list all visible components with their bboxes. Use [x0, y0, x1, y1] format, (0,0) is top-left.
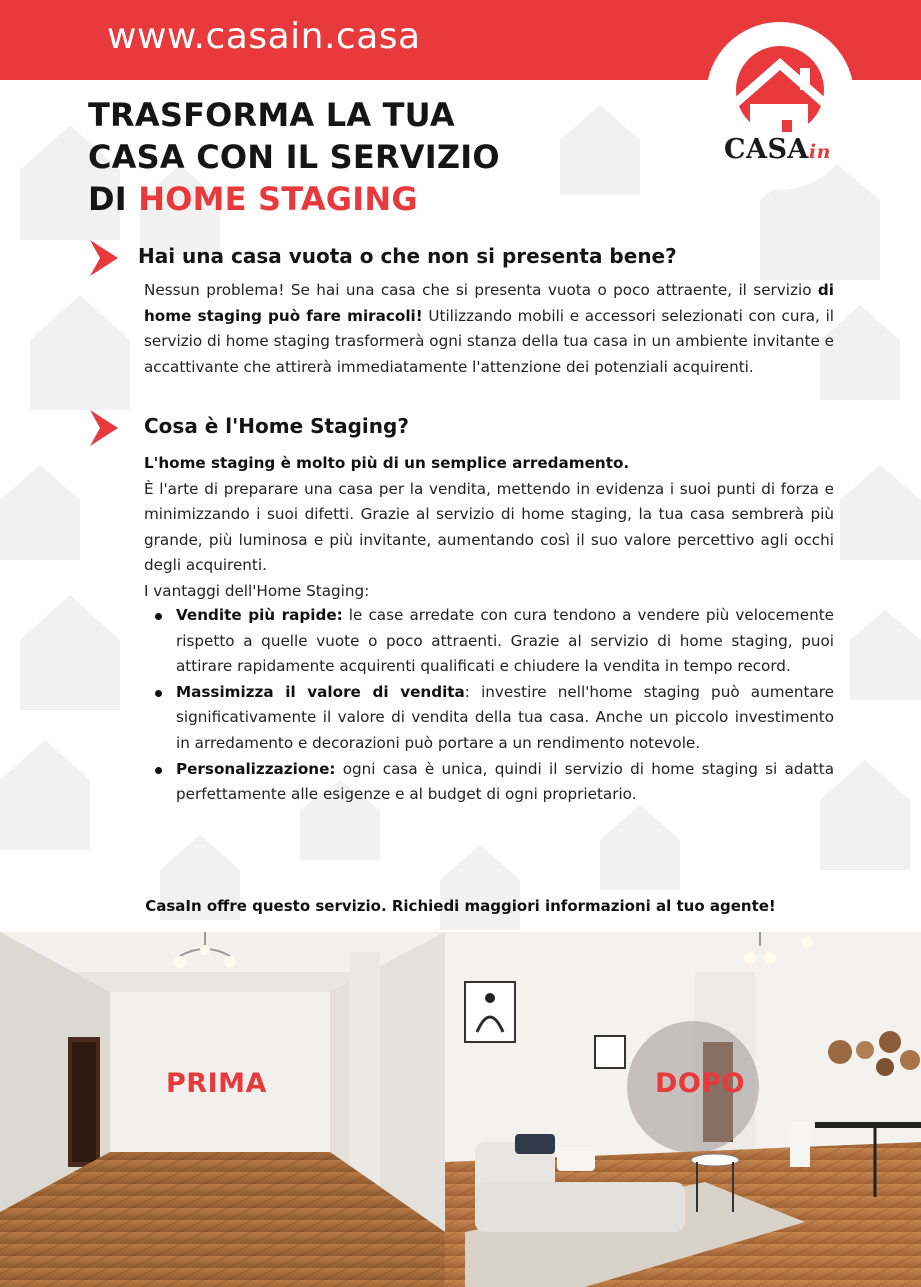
- list-item: [152, 680, 834, 757]
- call-to-action: CasaIn offre questo servizio. Richiedi maggiori informazioni al tuo agente!: [145, 897, 776, 915]
- list-item: [152, 603, 834, 680]
- after-label: DOPO: [655, 1068, 746, 1099]
- benefit-text: ogni casa è unica, quindi il servizio di home staging si adatta perfettamente alle esigenze e al budget di ogni proprietario.: [176, 759, 834, 804]
- casain-logo-icon: [722, 44, 838, 140]
- section-arrow-icon: [88, 238, 120, 278]
- section-1-text: [144, 278, 834, 380]
- section-1-title: Hai una casa vuota o che non si presenta bene?: [138, 244, 677, 268]
- section-1-text-b: Utilizzando mobili e accessori selezionati con cura, il servizio di home staging trasformerà ogni stanza della tua casa in un ambiente invitante e accattivante che attirerà immediatamente l'attenzione dei potenziali acquirenti.: [144, 306, 835, 376]
- section-1-text-bold: di home staging può fare miracoli!: [144, 281, 834, 325]
- section-2-lead: [144, 451, 834, 477]
- headline-line-3-prefix: DI: [88, 180, 139, 218]
- benefit-text: : investire nell'home staging può aumentare significativamente il valore di vendita della tua casa. Anche un piccolo investimento in arredamento e decorazioni può portare a un rendimento notevole.: [176, 682, 834, 752]
- logo-wordmark: [724, 134, 831, 165]
- after-photo: [445, 932, 921, 1287]
- empty-room-image: [0, 932, 445, 1287]
- headline-line-3: [88, 178, 500, 220]
- headline-highlight: HOME STAGING: [138, 180, 418, 218]
- before-label: PRIMA: [166, 1068, 267, 1099]
- benefits-intro: I vantaggi dell'Home Staging:: [144, 581, 370, 600]
- benefit-title: Massimizza il valore di vendita: [176, 682, 465, 701]
- headline-line-2: CASA CON IL SERVIZIO: [88, 138, 500, 176]
- benefit-title: Vendite più rapide:: [176, 606, 343, 624]
- section-2-body: È l'arte di preparare una casa per la vendita, mettendo in evidenza i suoi punti di forza e minimizzando i suoi difetti. Grazie al servizio di home staging, la tua casa sembrerà più grande, più luminosa e più invitante, aumentando così il suo valore percettivo agli occhi degli acquirenti.: [144, 479, 834, 575]
- section-2-title: Cosa è l'Home Staging?: [144, 414, 409, 438]
- section-2-text: [144, 451, 834, 605]
- benefit-text: le case arredate con cura tendono a vendere più velocemente rispetto a quelle vuote o poco attraenti. Grazie al servizio di home staging, puoi attirare rapidamente acquirenti qualificati e chiudere la vendita in tempo record.: [176, 606, 834, 676]
- page-headline: [88, 94, 500, 220]
- list-item: [152, 757, 834, 808]
- before-photo: [0, 932, 445, 1287]
- staged-room-image: [445, 932, 921, 1287]
- benefits-list: [152, 603, 834, 808]
- section-2-lead-bold: L'home staging è molto più di un semplice arredamento.: [144, 454, 630, 472]
- section-arrow-icon: [88, 408, 120, 448]
- website-url[interactable]: www.casain.casa: [107, 16, 421, 57]
- benefit-title: Personalizzazione:: [176, 759, 336, 778]
- logo-name: CASA: [724, 134, 809, 165]
- headline-line-1: TRASFORMA LA TUA: [88, 96, 455, 134]
- logo-suffix: in: [808, 141, 831, 163]
- section-1-text-a: Nessun problema! Se hai una casa che si presenta vuota o poco attraente, il servizio: [144, 281, 818, 299]
